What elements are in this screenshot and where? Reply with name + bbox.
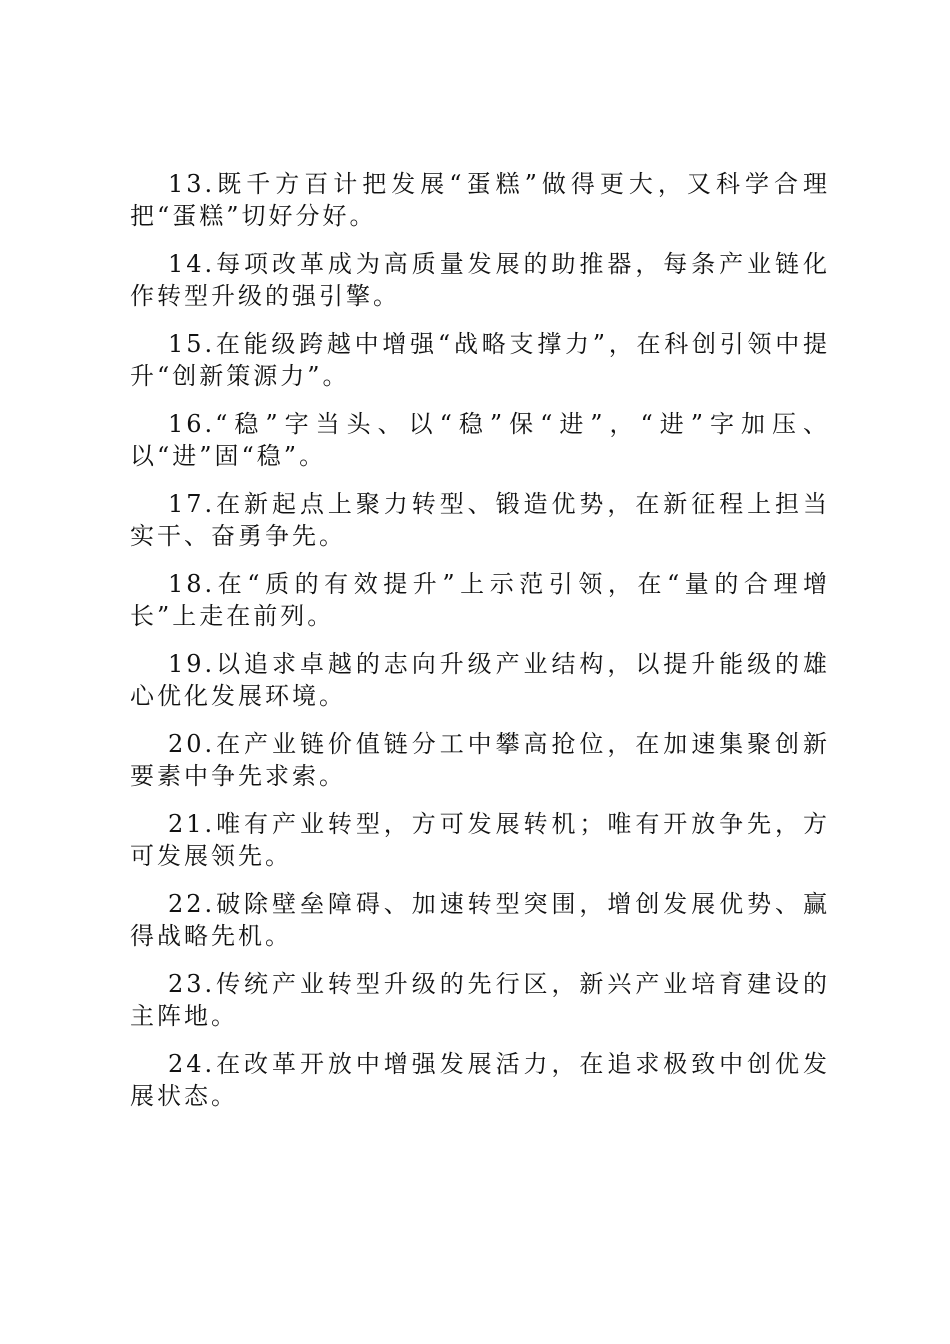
list-item-18: 18.在“质的有效提升”上示范引领，在“量的合理增长”上走在前列。 <box>130 570 830 630</box>
list-item-24: 24.在改革开放中增强发展活力，在追求极致中创优发展状态。 <box>130 1050 830 1110</box>
list-item-23: 23.传统产业转型升级的先行区，新兴产业培育建设的主阵地。 <box>130 970 830 1030</box>
list-item-17: 17.在新起点上聚力转型、锻造优势，在新征程上担当实干、奋勇争先。 <box>130 490 830 550</box>
document-body <box>130 168 830 1128</box>
list-item-16: 16.“稳”字当头、以“稳”保“进”，“进”字加压、以“进”固“稳”。 <box>130 410 830 470</box>
list-item-21: 21.唯有产业转型，方可发展转机；唯有开放争先，方可发展领先。 <box>130 810 830 870</box>
list-item-15: 15.在能级跨越中增强“战略支撑力”，在科创引领中提升“创新策源力”。 <box>130 330 830 390</box>
list-item-22: 22.破除壁垒障碍、加速转型突围，增创发展优势、赢得战略先机。 <box>130 890 830 950</box>
list-item-13: 13.既千方百计把发展“蛋糕”做得更大，又科学合理把“蛋糕”切好分好。 <box>130 170 830 230</box>
list-item-20: 20.在产业链价值链分工中攀高抢位，在加速集聚创新要素中争先求索。 <box>130 730 830 790</box>
list-item-19: 19.以追求卓越的志向升级产业结构，以提升能级的雄心优化发展环境。 <box>130 650 830 710</box>
list-item-14: 14.每项改革成为高质量发展的助推器，每条产业链化作转型升级的强引擎。 <box>130 250 830 310</box>
